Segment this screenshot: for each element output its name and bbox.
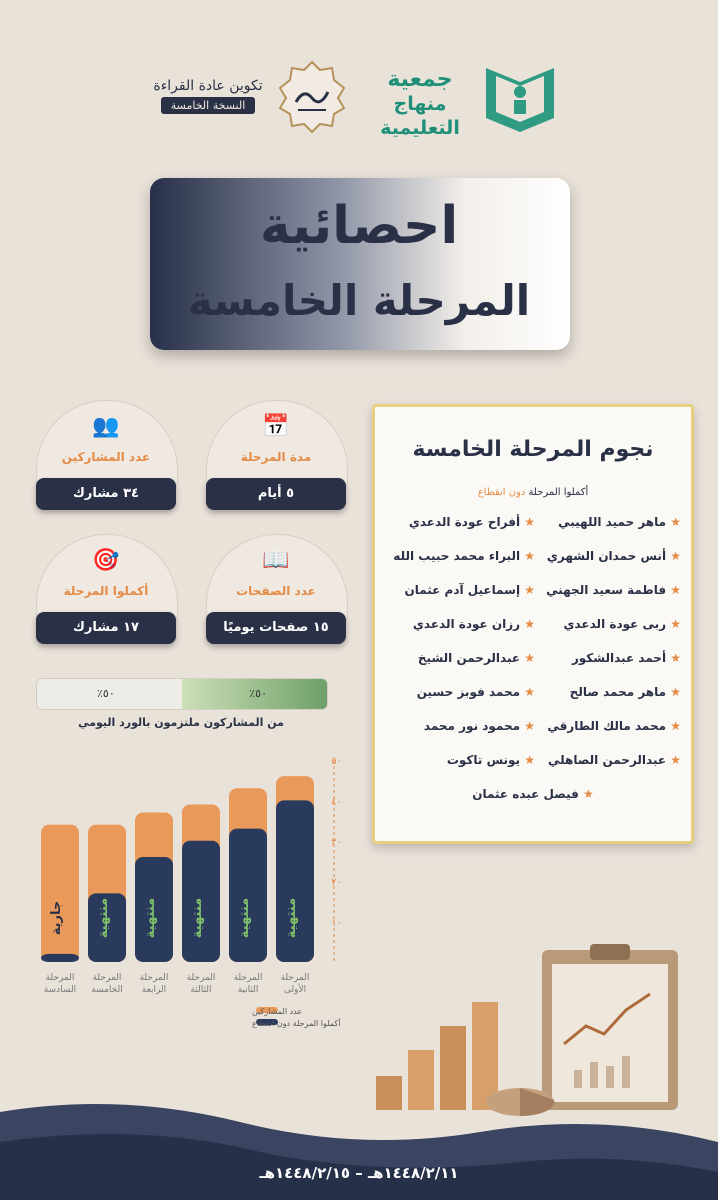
program-logo (150, 58, 350, 134)
stars-subtitle-pre: أكملوا المرحلة (528, 487, 589, 498)
bar-status-label: جارية (49, 900, 64, 936)
x-tick-label: الثانية (237, 985, 259, 995)
star-name: ★ ماهر حميد اللهيبي (558, 515, 681, 529)
stars-heading: نجوم المرحلة الخامسة (412, 437, 654, 462)
stars-subtitle (375, 487, 691, 498)
stat-duration-label: مدة المرحلة (240, 450, 312, 464)
x-tick-label: المرحلة (139, 973, 169, 983)
stat-pages (206, 534, 346, 654)
stat-participants-label: عدد المشاركين (61, 450, 151, 464)
star-name: ★ عبدالرحمن الشيخ (418, 651, 535, 665)
x-tick-label: المرحلة (186, 973, 216, 983)
bar-status-label: منتهية (284, 897, 299, 939)
stat-completed-value: ١٧ مشارك (36, 612, 176, 644)
stat-pages-value: ١٥ صفحات يوميًا (206, 612, 346, 644)
stat-completed (36, 534, 176, 654)
star-name: ★ ربى عودة الدعدي (564, 617, 682, 631)
page-title: احصائية (259, 196, 459, 256)
star-name: ★ أنس حمدان الشهري (547, 549, 681, 563)
program-name: تكوين عادة القراءة (153, 78, 263, 94)
y-tick-label: ٥٠ (331, 756, 342, 767)
org-name-line1: جمعية (387, 67, 453, 92)
stat-duration (206, 400, 346, 520)
star-name: ★ محمد فوبز حسين (417, 685, 535, 699)
x-tick-label: المرحلة (233, 973, 263, 983)
progress-left-label: ٥٠٪ (97, 687, 115, 700)
x-tick-label: الثالثة (190, 985, 212, 995)
stars-card (372, 404, 694, 844)
x-tick-label: المرحلة (280, 973, 310, 983)
calendar-icon: 📅 (262, 414, 290, 439)
date-range: ١٤٤٨/٢/١١هـ – ١٤٤٨/٢/١٥هـ (259, 1164, 459, 1182)
x-tick-label: المرحلة (92, 973, 122, 983)
star-name: ★ يونس تاكوت (447, 753, 535, 767)
bar-status-label: منتهية (143, 897, 158, 939)
bar-status-label: منتهية (237, 897, 252, 939)
people-icon: 👥 (92, 414, 120, 439)
star-name: ★ رزان عودة الدعدي (413, 617, 535, 631)
book-emblem-icon (482, 58, 558, 134)
star-name: ★ فيصل عبده عثمان (375, 787, 691, 801)
stars-subtitle-accent: دون انقطاع (477, 487, 526, 498)
y-tick-label: ٣٠ (331, 836, 342, 848)
x-tick-label: الخامسة (91, 985, 123, 995)
star-name: ★ البراء محمد حبيب الله (393, 549, 535, 563)
star-name: ★ إسماعيل آدم عثمان (404, 583, 535, 597)
x-tick-label: المرحلة (45, 973, 75, 983)
star-name: ★ فاطمة سعيد الجهني (546, 583, 681, 597)
star-name: ★ أفراح عودة الدعدي (409, 515, 535, 529)
stat-participants-value: ٣٤ مشارك (36, 478, 176, 510)
stat-pages-label: عدد الصفحات (236, 584, 316, 598)
book-icon: 📖 (262, 548, 290, 573)
target-icon: 🎯 (92, 548, 120, 573)
stat-participants (36, 400, 176, 520)
org-logo (362, 58, 558, 139)
bar-completed (229, 829, 267, 962)
progress-caption: من المشاركون ملتزمون بالورد اليومي (78, 716, 284, 729)
legend-label: أكملوا المرحلة دون انقطاع (252, 1019, 341, 1028)
org-name-line2: منهاج التعليمية (380, 93, 460, 139)
bar-completed (41, 954, 79, 962)
legend-label: عدد المشاركين (252, 1007, 303, 1016)
bar-status-label: منتهية (96, 897, 111, 939)
star-name: ★ أحمد عبدالشكور (572, 651, 681, 665)
bar-status-label: منتهية (190, 897, 205, 939)
x-tick-label: الأولى (283, 985, 307, 995)
stat-completed-label: أكملوا المرحلة (63, 584, 149, 598)
clipboard-chart-illustration (360, 940, 700, 1120)
x-tick-label: السادسة (43, 985, 77, 995)
bar-participants (41, 825, 79, 962)
page-subtitle: المرحلة الخامسة (187, 276, 531, 325)
star-name: ★ ماهر محمد صالح (570, 685, 681, 699)
y-tick-label: ٢٠ (331, 877, 342, 889)
y-tick-label: ٤٠ (331, 796, 342, 808)
stat-duration-value: ٥ أيام (206, 478, 346, 510)
x-tick-label: الرابعة (141, 985, 167, 995)
star-name: ★ عبدالرحمن الصاهلي (548, 753, 681, 767)
stages-bar-chart (30, 740, 350, 1040)
progress-right-label: ٥٠٪ (249, 687, 267, 700)
star-name: ★ محمود نور محمد (424, 719, 535, 733)
commitment-progress-bar (36, 678, 328, 710)
calligraphy-emblem-icon (274, 58, 350, 134)
star-name: ★ محمد مالك الطارقي (547, 719, 681, 733)
y-tick-label: ١٠ (331, 917, 342, 929)
program-edition: النسخة الخامسة (161, 97, 256, 114)
